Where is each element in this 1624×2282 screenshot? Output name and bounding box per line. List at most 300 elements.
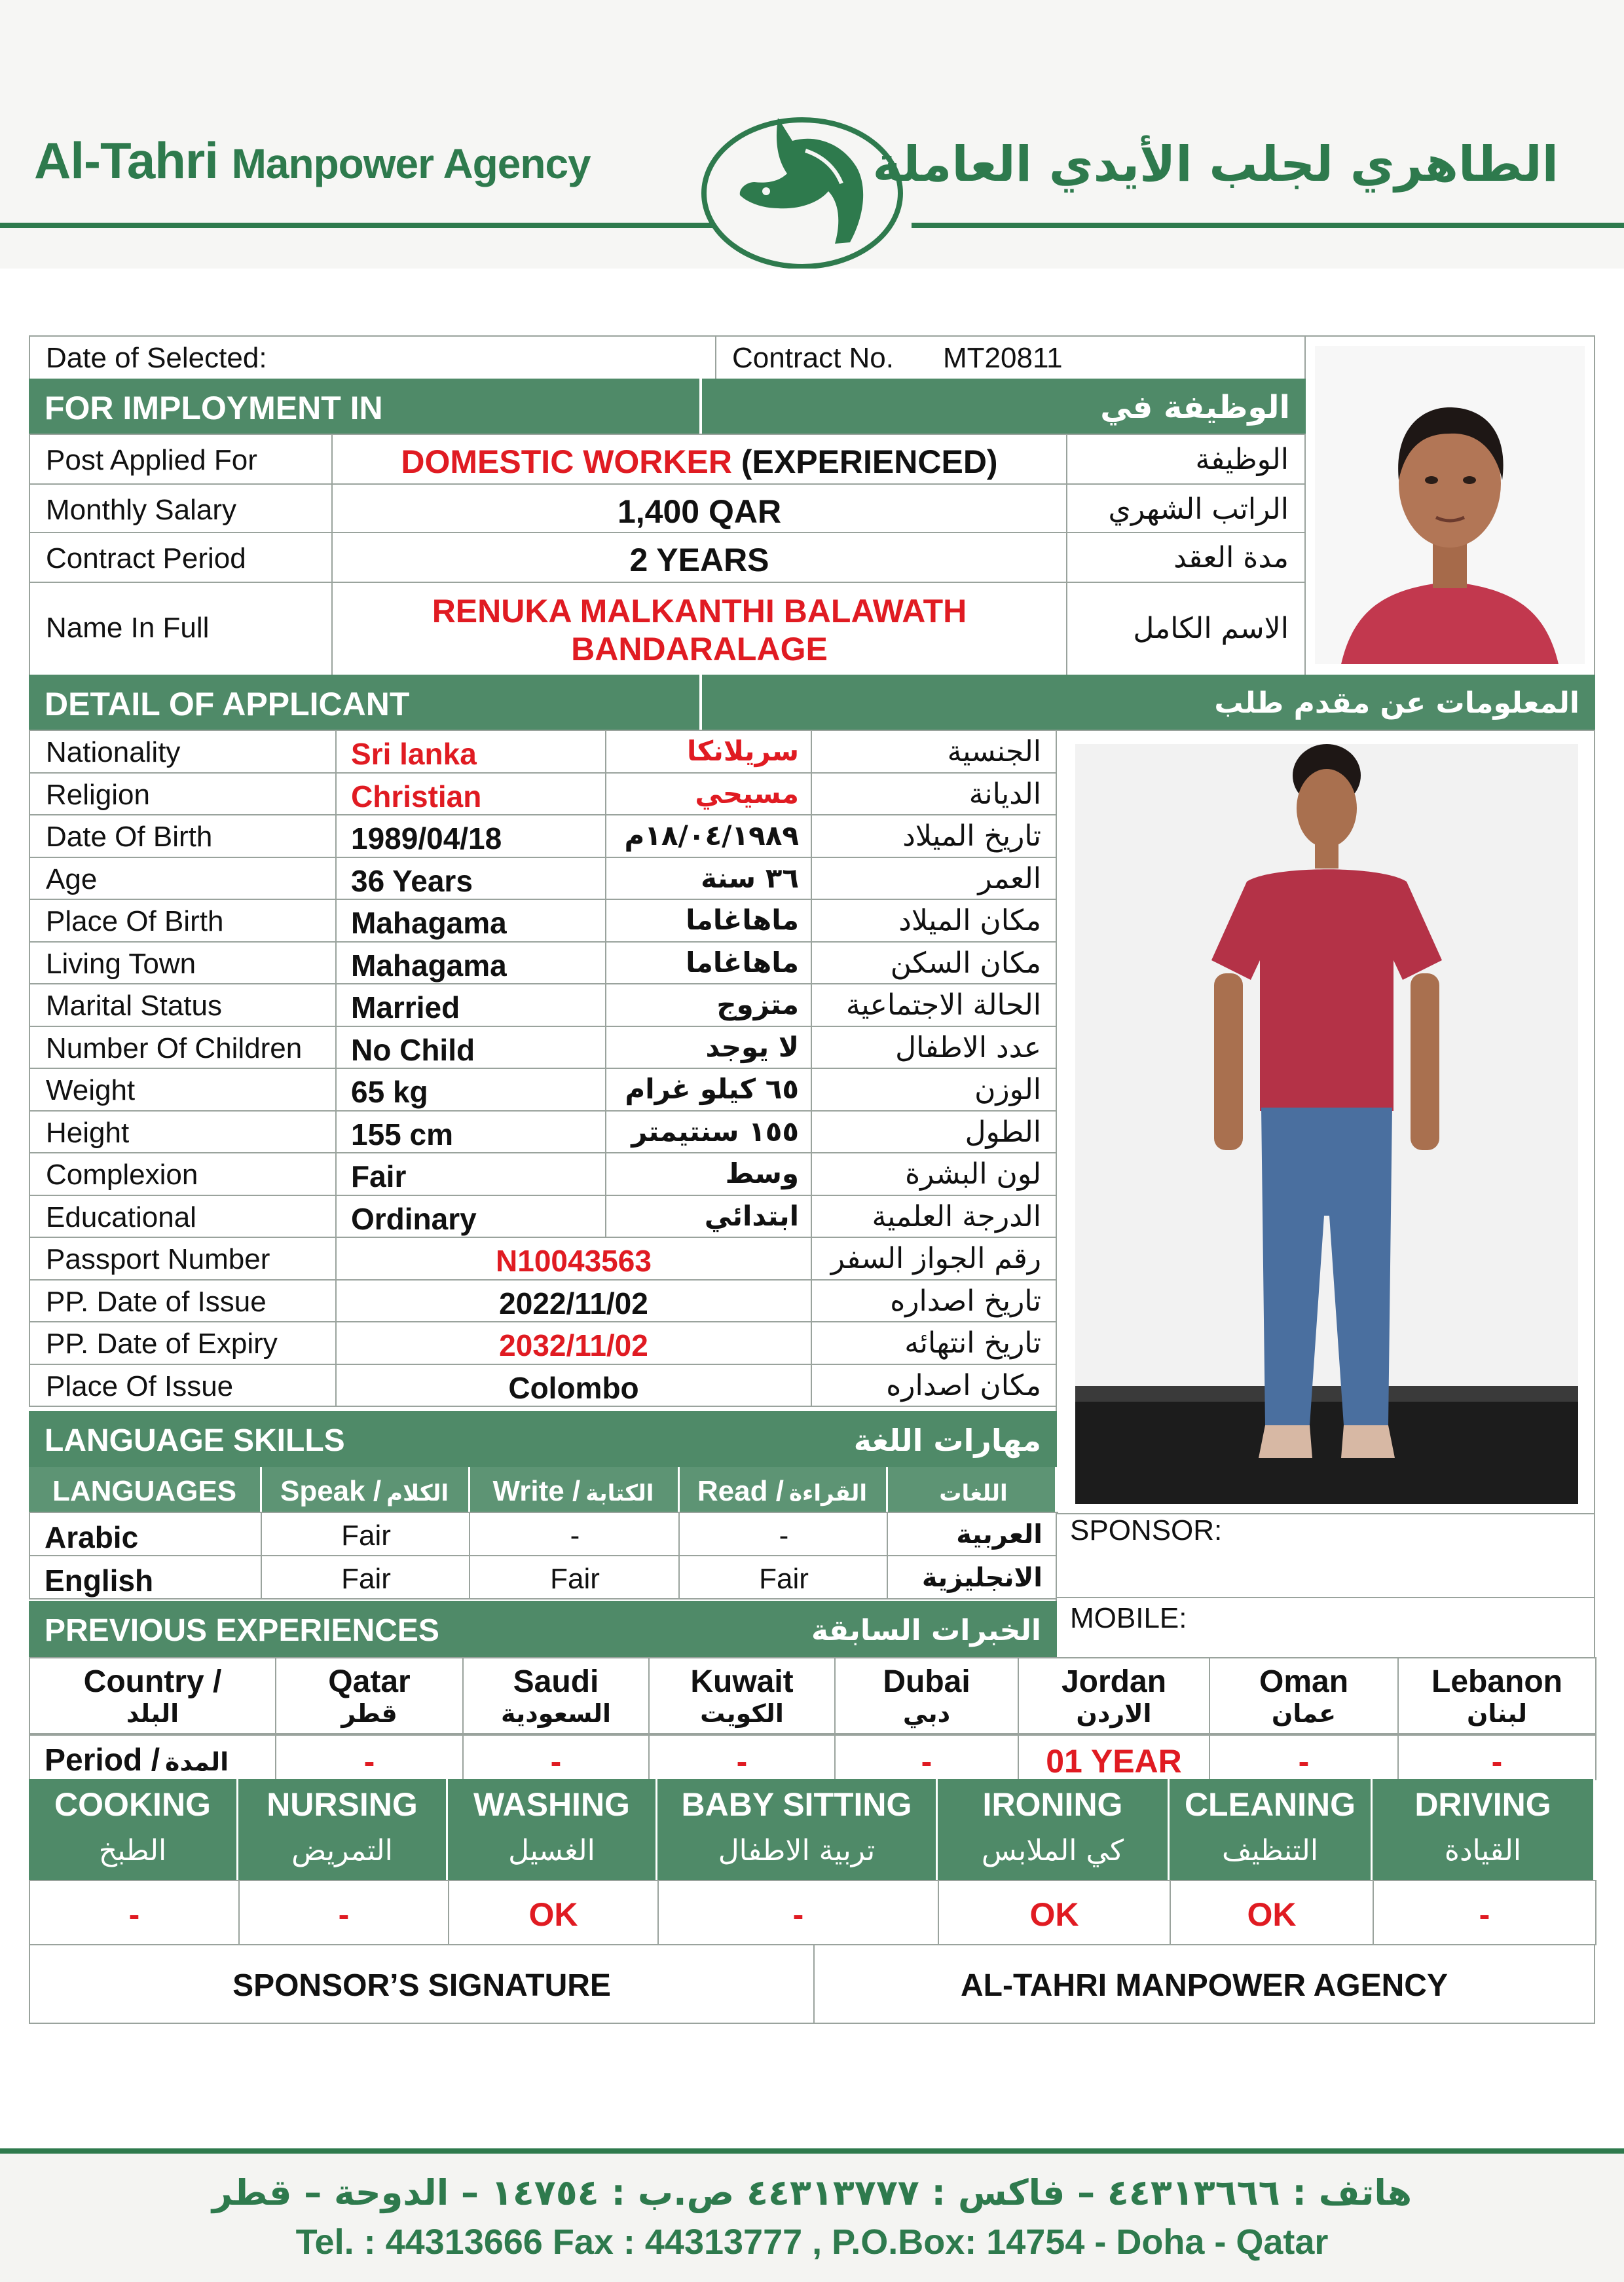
employment-title-en: FOR IMPLOYMENT IN	[45, 390, 383, 426]
passport-value: 2032/11/02	[499, 1328, 648, 1362]
detail-label-en: Living Town	[46, 947, 196, 980]
skill-value-cell	[938, 1880, 1171, 1945]
language-header-label	[469, 1475, 678, 1508]
country-name-en: Saudi	[513, 1664, 599, 1699]
detail-value-ar: ٣٦ سنة	[701, 861, 799, 894]
passport-label-cell	[29, 1237, 337, 1281]
skill-header-cell	[1170, 1779, 1373, 1881]
detail-label-ar-cell	[811, 983, 1057, 1027]
detail-value-ar: مسيحي	[695, 777, 799, 810]
brand-name-ar: الطاهري لجلب الأيدي العاملة	[872, 136, 1559, 193]
salary-value: 1,400 QAR	[617, 493, 782, 530]
experience-section-header	[29, 1601, 1057, 1658]
passport-value: 2022/11/02	[499, 1286, 648, 1320]
language-section-header	[29, 1411, 1057, 1467]
language-write: -	[570, 1520, 580, 1552]
contract-period-label-cell	[29, 532, 333, 583]
detail-value-cell	[335, 857, 606, 901]
sponsor-signature-label: SPONSOR’S SIGNATURE	[232, 1968, 611, 2003]
footer	[0, 2148, 1624, 2282]
salary-label: Monthly Salary	[46, 494, 237, 526]
passport-label-en: PP. Date of Expiry	[46, 1328, 278, 1360]
contract-number-label: Contract No.	[732, 342, 894, 374]
skill-name-ar: التنظيف	[1221, 1834, 1319, 1867]
detail-value-ar: لا يوجد	[705, 1030, 799, 1063]
language-cell	[887, 1555, 1058, 1599]
post-applied-label-cell	[29, 434, 333, 485]
passport-label-cell	[29, 1321, 337, 1365]
detail-value: Mahagama	[351, 948, 507, 982]
period-label	[45, 1742, 229, 1778]
contract-period-ar-cell	[1066, 532, 1306, 583]
detail-value: 65 kg	[351, 1075, 428, 1109]
detail-label-en: Religion	[46, 778, 150, 811]
portrait-photo-frame	[1304, 335, 1595, 676]
passport-label-ar: تاريخ اصداره	[890, 1284, 1041, 1318]
skill-value-cell	[657, 1880, 939, 1945]
passport-label-en: Place Of Issue	[46, 1370, 234, 1402]
detail-value-ar-cell	[605, 899, 812, 943]
country-name-ar: عمان	[1271, 1699, 1337, 1728]
period-cell	[1397, 1734, 1596, 1780]
period-cell	[834, 1734, 1019, 1780]
detail-value-ar-cell	[605, 1195, 812, 1239]
detail-value: Mahagama	[351, 906, 507, 940]
language-cell	[469, 1555, 681, 1599]
section-divider	[699, 675, 702, 731]
detail-value-cell	[335, 772, 606, 816]
contract-number-value: MT20811	[943, 342, 1063, 374]
detail-label-ar: مكان الميلاد	[898, 904, 1041, 937]
country-name-ar: قطر	[341, 1699, 397, 1728]
section-divider	[699, 379, 702, 435]
post-applied-value-cell	[331, 434, 1067, 485]
detail-label-ar: الطول	[965, 1115, 1041, 1149]
detail-value: 1989/04/18	[351, 821, 502, 855]
detail-label-ar-cell	[811, 1110, 1057, 1154]
full-name-value-cell	[331, 582, 1067, 676]
full-photo-frame	[1056, 730, 1595, 1514]
detail-value-cell	[335, 1068, 606, 1112]
detail-label-cell	[29, 814, 337, 858]
skill-name-ar: القيادة	[1444, 1834, 1522, 1867]
letterhead	[0, 0, 1624, 269]
detail-label-ar-cell	[811, 1068, 1057, 1112]
period-label-cell	[29, 1734, 276, 1780]
detail-label-cell	[29, 772, 337, 816]
detail-label-cell	[29, 899, 337, 943]
period-cell	[275, 1734, 464, 1780]
country-name-en: Oman	[1259, 1664, 1349, 1699]
skill-value-cell	[1170, 1880, 1374, 1945]
skill-header-cell	[1373, 1779, 1595, 1881]
passport-label-ar: مكان اصداره	[886, 1368, 1041, 1402]
experience-title-ar: الخبرات السابقة	[811, 1614, 1041, 1647]
language-write: Fair	[550, 1563, 600, 1595]
footer-contact-ar: هاتف : ٤٤٣١٣٦٦٦ – فاكس : ٤٤٣١٣٧٧٧ ص.ب : ١٤٧٥٤ – الدوحة – قطر	[212, 2172, 1412, 2213]
detail-label-ar-cell	[811, 814, 1057, 858]
salary-ar-cell	[1066, 483, 1306, 533]
detail-label-cell	[29, 857, 337, 901]
date-selected-label: Date of Selected:	[46, 342, 267, 374]
period-value: -	[550, 1743, 562, 1780]
language-cell	[678, 1512, 889, 1556]
skill-name-en: NURSING	[267, 1786, 418, 1823]
full-name-label-ar: الاسم الكامل	[1133, 612, 1289, 645]
contract-period-label-ar: مدة العقد	[1173, 541, 1289, 574]
sponsor-signature-cell	[29, 1944, 815, 2024]
detail-label-ar-cell	[811, 772, 1057, 816]
detail-value-cell	[335, 1195, 606, 1239]
country-cell	[462, 1657, 650, 1734]
detail-label-ar: الحالة الاجتماعية	[845, 988, 1041, 1022]
passport-label-ar: تاريخ انتهائه	[904, 1326, 1041, 1360]
detail-value: 36 Years	[351, 863, 473, 898]
passport-value-cell	[335, 1237, 812, 1281]
detail-value: Married	[351, 990, 460, 1024]
language-cell	[261, 1555, 471, 1599]
country-name-ar: لبنان	[1467, 1699, 1527, 1728]
language-cell	[29, 1555, 263, 1599]
detail-value-cell	[335, 941, 606, 985]
skill-name-ar: الطبخ	[98, 1834, 167, 1867]
brand-name-en	[34, 131, 591, 191]
contract-period-value: 2 YEARS	[629, 542, 769, 578]
country-name-ar: الكويت	[700, 1699, 784, 1728]
skill-name-en: CLEANING	[1184, 1786, 1356, 1823]
skill-name-ar: التمريض	[291, 1834, 393, 1867]
brand-name-en-secondary: Manpower Agency	[231, 140, 591, 187]
contract-period-value-cell	[331, 532, 1067, 583]
passport-label-cell	[29, 1279, 337, 1323]
detail-label-cell	[29, 1152, 337, 1196]
language-header-ar: الكلام	[386, 1480, 449, 1506]
detail-value-ar-cell	[605, 941, 812, 985]
country-cell	[1397, 1657, 1596, 1734]
detail-value: Christian	[351, 779, 482, 814]
country-name-ar: الاردن	[1076, 1699, 1152, 1728]
post-applied-value	[333, 443, 1066, 481]
agency-signature-cell	[813, 1944, 1595, 2024]
language-header-label	[29, 1475, 260, 1508]
passport-value: Colombo	[508, 1370, 639, 1405]
post-applied-role: DOMESTIC WORKER	[401, 443, 732, 480]
language-header-cell	[887, 1467, 1057, 1513]
detail-value-ar-cell	[605, 730, 812, 774]
header-rule-left	[0, 223, 714, 228]
country-label-en: Country /	[83, 1664, 222, 1699]
detail-label-en: Date Of Birth	[46, 821, 213, 853]
detail-value-ar: ١٨/٠٤/١٩٨٩م	[624, 819, 799, 851]
language-cell	[678, 1555, 889, 1599]
language-name-ar: العربية	[956, 1520, 1043, 1550]
detail-label-cell	[29, 1195, 337, 1239]
detail-label-ar-cell	[811, 941, 1057, 985]
detail-value-ar-cell	[605, 983, 812, 1027]
passport-value-cell	[335, 1364, 812, 1408]
skill-name-ar: تربية الاطفال	[718, 1834, 876, 1867]
skills-header-row	[29, 1779, 1595, 1881]
language-header-cell	[469, 1467, 680, 1513]
mobile-label: MOBILE:	[1070, 1602, 1187, 1634]
skill-value: -	[128, 1896, 140, 1933]
detail-label-ar: الديانة	[969, 777, 1041, 811]
language-title-ar: مهارات اللغة	[853, 1423, 1041, 1458]
detail-value-cell	[335, 1152, 606, 1196]
language-header-en: Write /	[492, 1475, 581, 1507]
full-name-ar-cell	[1066, 582, 1306, 676]
detail-value-ar-cell	[605, 814, 812, 858]
detail-label-ar-cell	[811, 899, 1057, 943]
passport-label-ar-cell	[811, 1364, 1057, 1408]
detail-label-ar-cell	[811, 1195, 1057, 1239]
period-cell	[1018, 1734, 1210, 1780]
skill-name-en: BABY SITTING	[681, 1786, 912, 1823]
post-applied-label-ar: الوظيفة	[1195, 443, 1289, 476]
contract-period-label: Contract Period	[46, 542, 246, 574]
language-cell	[469, 1512, 681, 1556]
language-header-label	[678, 1475, 886, 1508]
skill-value-cell	[238, 1880, 449, 1945]
skill-name-ar: الغسيل	[508, 1834, 595, 1867]
skill-value: -	[1479, 1896, 1490, 1933]
detail-value-ar-cell	[605, 1068, 812, 1112]
detail-value: 155 cm	[351, 1117, 454, 1151]
detail-value-cell	[335, 1110, 606, 1154]
language-header-cell	[678, 1467, 888, 1513]
detail-value-cell	[335, 814, 606, 858]
language-header-en: LANGUAGES	[52, 1475, 237, 1507]
country-cell	[1209, 1657, 1399, 1734]
contract-number-cell	[715, 335, 1306, 380]
period-value: -	[363, 1743, 375, 1780]
period-value: 01 YEAR	[1046, 1743, 1182, 1780]
detail-label-ar: عدد الاطفال	[895, 1030, 1041, 1064]
country-label-cell	[29, 1657, 276, 1734]
language-speak: Fair	[341, 1563, 391, 1595]
full-name-label-cell	[29, 582, 333, 676]
language-cell	[261, 1512, 471, 1556]
skill-value: OK	[528, 1896, 578, 1933]
portrait-photo	[1315, 346, 1585, 664]
applicant-section-header	[29, 675, 1595, 731]
detail-value-ar: ماهاغاما	[686, 904, 799, 936]
skill-name-en: WASHING	[473, 1786, 630, 1823]
full-name-line-1: RENUKA MALKANTHI BALAWATH	[432, 593, 967, 629]
detail-value-cell	[335, 730, 606, 774]
passport-value: N10043563	[496, 1244, 652, 1278]
applicant-title-en: DETAIL OF APPLICANT	[45, 686, 410, 722]
detail-value-ar-cell	[605, 1152, 812, 1196]
skill-value: -	[338, 1896, 350, 1933]
period-value: -	[1491, 1743, 1503, 1780]
detail-value-ar: ١٥٥ سنتيمتر	[631, 1115, 799, 1148]
detail-label-en: Educational	[46, 1201, 196, 1233]
skill-name-en: IRONING	[982, 1786, 1123, 1823]
salary-label-ar: الراتب الشهري	[1108, 493, 1289, 526]
skill-header-cell	[657, 1779, 938, 1881]
language-name: Arabic	[45, 1520, 139, 1554]
language-read: -	[779, 1520, 789, 1552]
detail-value-ar-cell	[605, 857, 812, 901]
full-body-photo	[1075, 744, 1578, 1504]
detail-value: No Child	[351, 1032, 475, 1067]
language-header-ar: اللغات	[939, 1480, 1008, 1506]
language-header-label	[261, 1475, 468, 1508]
detail-label-cell	[29, 1110, 337, 1154]
language-name-ar: الانجليزية	[921, 1563, 1043, 1593]
country-name-ar: السعودية	[500, 1699, 612, 1728]
period-value: -	[736, 1743, 748, 1780]
skill-value: -	[792, 1896, 804, 1933]
detail-value-ar: متزوج	[716, 988, 799, 1020]
passport-label-ar-cell	[811, 1321, 1057, 1365]
agency-signature-label: AL-TAHRI MANPOWER AGENCY	[961, 1968, 1448, 2003]
country-cell	[834, 1657, 1019, 1734]
header-rule-right	[912, 223, 1624, 228]
language-name: English	[45, 1563, 154, 1598]
applicant-title-ar: المعلومات عن مقدم طلب	[1214, 686, 1579, 720]
post-applied-ar-cell	[1066, 434, 1306, 485]
period-cell	[648, 1734, 836, 1780]
detail-label-ar: تاريخ الميلاد	[902, 819, 1041, 853]
detail-label-ar: العمر	[978, 861, 1041, 895]
detail-label-ar-cell	[811, 857, 1057, 901]
language-header-row	[29, 1467, 1057, 1513]
footer-rule	[0, 2148, 1624, 2154]
detail-label-en: Weight	[46, 1074, 136, 1106]
detail-label-cell	[29, 730, 337, 774]
period-value: -	[1298, 1743, 1310, 1780]
detail-label-en: Marital Status	[46, 990, 222, 1022]
detail-value: Sri lanka	[351, 737, 477, 771]
skill-header-cell	[448, 1779, 657, 1881]
country-label-ar: البلد	[126, 1699, 179, 1728]
detail-value: Ordinary	[351, 1201, 477, 1236]
brand-name-en-primary: Al-Tahri	[34, 132, 218, 189]
detail-label-ar: الوزن	[974, 1073, 1041, 1106]
passport-label-ar-cell	[811, 1279, 1057, 1323]
detail-label-ar-cell	[811, 1152, 1057, 1196]
language-header-ar: القراءة	[788, 1480, 868, 1506]
detail-value-ar: ابتدائي	[704, 1199, 799, 1232]
experience-title-en: PREVIOUS EXPERIENCES	[45, 1613, 439, 1648]
skill-value-cell	[29, 1880, 240, 1945]
detail-label-ar-cell	[811, 730, 1057, 774]
language-header-en: Read /	[697, 1475, 784, 1507]
detail-label-en: Nationality	[46, 736, 181, 768]
skill-header-cell	[238, 1779, 448, 1881]
detail-label-en: Place Of Birth	[46, 905, 224, 937]
language-title-en: LANGUAGE SKILLS	[45, 1423, 345, 1458]
full-name-label: Name In Full	[46, 612, 210, 644]
period-cell	[462, 1734, 650, 1780]
post-applied-qualifier: (EXPERIENCED)	[741, 443, 998, 480]
passport-label-cell	[29, 1364, 337, 1408]
detail-label-ar-cell	[811, 1026, 1057, 1070]
passport-label-ar-cell	[811, 1237, 1057, 1281]
detail-value-ar-cell	[605, 1026, 812, 1070]
detail-value-cell	[335, 899, 606, 943]
detail-value-ar: سريلانكا	[686, 735, 799, 767]
detail-label-ar: الجنسية	[947, 735, 1041, 768]
skill-name-ar: كي الملابس	[981, 1834, 1124, 1867]
detail-label-en: Number Of Children	[46, 1032, 303, 1064]
full-name-line-2: BANDARALAGE	[571, 631, 828, 667]
skill-name-en: DRIVING	[1414, 1786, 1551, 1823]
skill-header-cell	[29, 1779, 238, 1881]
skill-value: OK	[1247, 1896, 1297, 1933]
skill-value-cell	[1373, 1880, 1596, 1945]
country-name-en: Qatar	[328, 1664, 411, 1699]
detail-label-cell	[29, 1068, 337, 1112]
country-name-en: Kuwait	[690, 1664, 794, 1699]
employment-title-ar: الوظيفة في	[1100, 389, 1290, 426]
sponsor-cell	[1056, 1513, 1595, 1598]
skill-name-en: COOKING	[54, 1786, 211, 1823]
detail-value: Fair	[351, 1159, 407, 1193]
detail-value-cell	[335, 983, 606, 1027]
country-name-en: Dubai	[883, 1664, 970, 1699]
language-cell	[887, 1512, 1058, 1556]
detail-label-ar: مكان السكن	[890, 946, 1041, 980]
detail-label-en: Age	[46, 863, 98, 895]
detail-label-ar: لون البشرة	[905, 1157, 1041, 1191]
salary-value-cell	[331, 483, 1067, 533]
language-header-cell	[29, 1467, 262, 1513]
skill-value-cell	[448, 1880, 659, 1945]
detail-label-cell	[29, 983, 337, 1027]
detail-value-ar-cell	[605, 772, 812, 816]
detail-label-cell	[29, 1026, 337, 1070]
passport-value-cell	[335, 1321, 812, 1365]
detail-label-en: Complexion	[46, 1159, 198, 1191]
skill-value: OK	[1029, 1896, 1079, 1933]
language-header-ar: الكتابة	[585, 1480, 654, 1506]
detail-value-ar-cell	[605, 1110, 812, 1154]
country-cell	[648, 1657, 836, 1734]
detail-value-cell	[335, 1026, 606, 1070]
detail-value-ar: وسط	[725, 1157, 799, 1189]
detail-label-en: Height	[46, 1116, 130, 1149]
passport-label-ar: رقم الجواز السفر	[830, 1242, 1041, 1275]
language-header-label	[887, 1475, 1055, 1508]
country-cell	[1018, 1657, 1210, 1734]
language-header-en: Speak /	[280, 1475, 382, 1507]
passport-label-en: PP. Date of Issue	[46, 1285, 267, 1318]
footer-contact-en: Tel. : 44313666 Fax : 44313777 , P.O.Box: 14754 - Doha - Qatar	[295, 2222, 1329, 2262]
detail-value-ar: ٦٥ كيلو غرام	[625, 1073, 799, 1105]
detail-label-cell	[29, 941, 337, 985]
sponsor-label: SPONSOR:	[1070, 1514, 1223, 1546]
period-cell	[1209, 1734, 1399, 1780]
language-header-cell	[261, 1467, 470, 1513]
country-cell	[275, 1657, 464, 1734]
detail-value-ar: ماهاغاما	[686, 946, 799, 979]
language-cell	[29, 1512, 263, 1556]
employment-section-header	[29, 379, 1306, 435]
detail-label-ar: الدرجة العلمية	[872, 1199, 1041, 1233]
period-label-ar: المدة	[165, 1748, 229, 1776]
country-name-en: Lebanon	[1431, 1664, 1562, 1699]
salary-label-cell	[29, 483, 333, 533]
passport-value-cell	[335, 1279, 812, 1323]
passport-label-en: Passport Number	[46, 1243, 270, 1275]
period-value: -	[921, 1743, 932, 1780]
language-speak: Fair	[341, 1520, 391, 1552]
skill-header-cell	[938, 1779, 1170, 1881]
period-label-en: Period /	[45, 1743, 160, 1778]
